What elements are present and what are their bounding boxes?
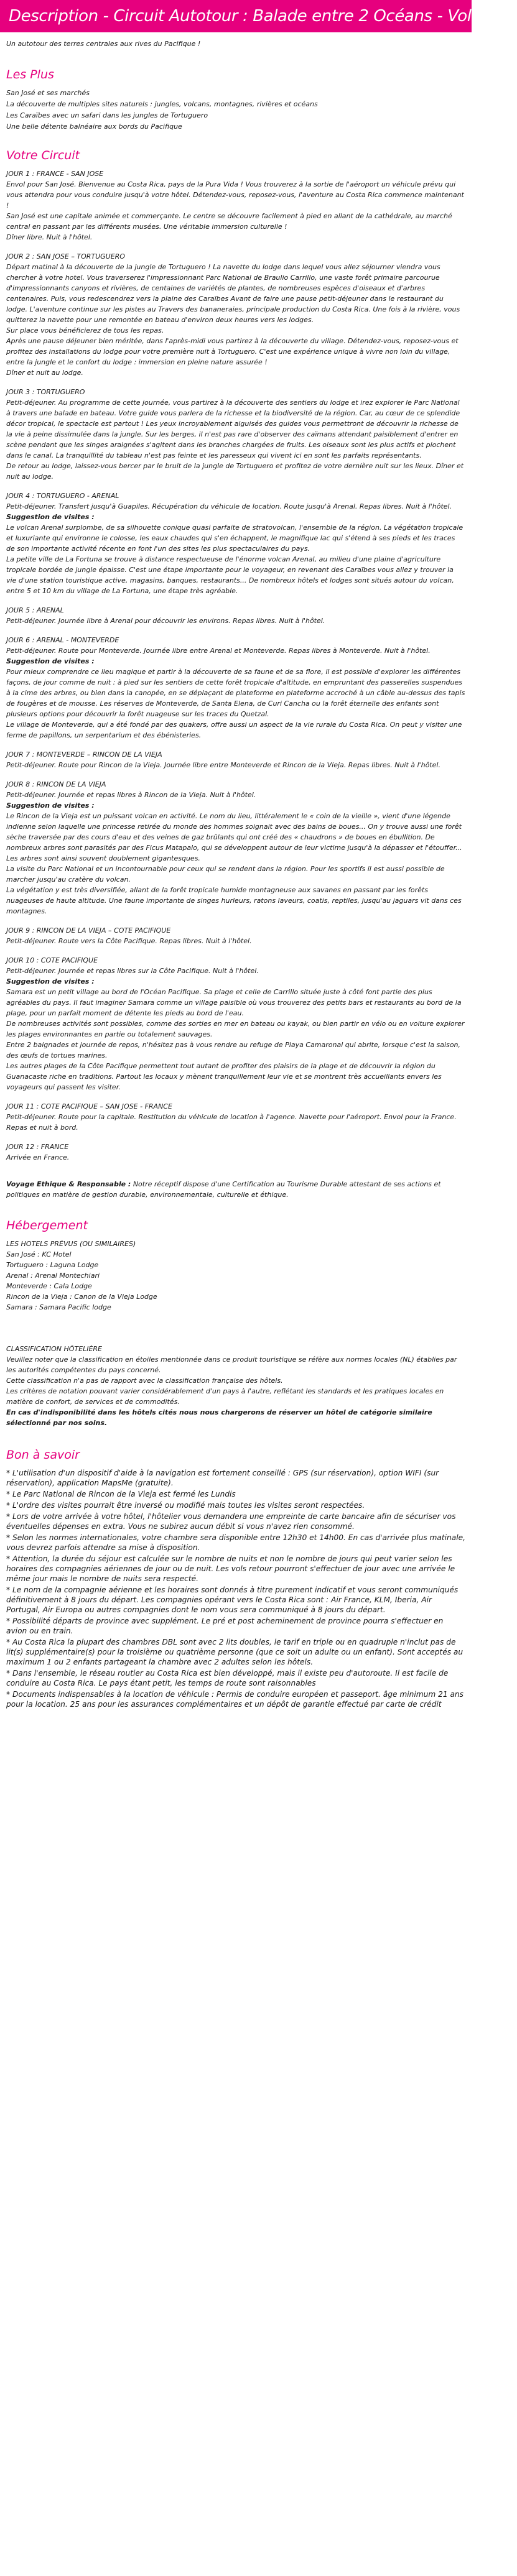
page-title-bar — [0, 0, 517, 32]
day-paragraph: Petit-déjeuner. Route pour la capitale. Restitution du véhicule de location à l'agence. Navette pour l'aéroport. Envol pour la France. Repas et nuit à bord. — [6, 1113, 457, 1132]
bon-a-savoir-item: * Attention, la durée du séjour est calculée sur le nombre de nuits et non le nombre de jours qui peut varier selon les horaires des compagnies aériennes de jour ou de nuit. Les vols retour pourront s'effectuer de jour avec une arrivée le même jour mais le nombre de nuits sera respecté. — [6, 1554, 455, 1583]
itinerary-day — [6, 491, 465, 596]
bon-a-savoir-item: * Le nom de la compagnie aérienne et les horaires sont donnés à titre purement indicatif et vous seront communiqués définitivement à 8 jours du départ. Les compagnies opérant vers le Costa Rica sont : Air France, KLM, Iberia, Air Portugal, Air Europa ou autres compagnies dont le nom vous sera communiqué à 8 jours du départ. — [6, 1586, 459, 1614]
suggestion-paragraph: Le village de Monteverde, qui a été fondé par des quakers, offre aussi un aspect de la vie rurale du Costa Rica. On peut y visiter une ferme de papillons, un serpentarium et des ébénisteries. — [6, 721, 462, 739]
day-paragraph: Dîner et nuit au lodge. — [6, 369, 83, 377]
itinerary-day — [6, 387, 465, 482]
circuit-section — [6, 149, 465, 1163]
hotels-subheading: LES HOTELS PRÉVUS (OU SIMILAIRES) — [6, 1240, 136, 1248]
itinerary-day — [6, 1101, 465, 1133]
suggestion-label: Suggestion de visites : — [6, 513, 95, 521]
classification-line: Cette classification n'a pas de rapport avec la classification française des hôtels. — [6, 1377, 283, 1385]
plus-item: Les Caraïbes avec un safari dans les jungles de Tortuguero — [6, 111, 208, 119]
itinerary-day — [6, 605, 465, 626]
bon-a-savoir-list — [6, 1468, 465, 1709]
day-paragraph: Petit-déjeuner. Route pour Rincon de la Vieja. Journée libre entre Monteverde et Rincon de la Vieja. Repas libres. Nuit à l'hôtel. — [6, 761, 440, 769]
day-title: JOUR 12 : FRANCE — [6, 1143, 69, 1151]
hotel-item: San José : KC Hotel — [6, 1250, 72, 1258]
classification-title: CLASSIFICATION HÔTELIÈRE — [6, 1345, 102, 1353]
bon-a-savoir-item: * L'ordre des visites pourrait être inversé ou modifié mais toutes les visites seront respectées. — [6, 1501, 365, 1510]
page-title: Description - Circuit Autotour : Balade entre 2 Océans - Vols Flex — [9, 7, 517, 25]
itinerary-day — [6, 749, 465, 770]
suggestion-paragraph: Le Rincon de la Vieja est un puissant volcan en activité. Le nom du lieu, littéralement le « coin de la vieille », vient d'une légende indienne selon laquelle une princesse retirée du monde des hommes soignait avec des bains de boues... On y trouve aussi une forêt sèche traversée par des cours d'eau et des veines de gaz brûlants qui ont créé des « chaudrons » de boues en ébullition. De nombreux arbres sont parasités par des Ficus Matapalo, qui se développent autour de leur victime jusqu'à la dépasser et l'étouffer... Les arbres sont ainsi souvent doublement gigantesques. — [6, 812, 462, 862]
hotel-item: Tortuguero : Laguna Lodge — [6, 1261, 99, 1269]
day-title: JOUR 9 : RINCON DE LA VIEJA – COTE PACIFIQUE — [6, 926, 171, 935]
day-title: JOUR 11 : COTE PACIFIQUE – SAN JOSE - FRANCE — [6, 1102, 172, 1110]
itinerary-day — [6, 779, 465, 916]
ethique-label: Voyage Ethique & Responsable : — [6, 1180, 131, 1188]
hebergement-heading: Hébergement — [6, 1219, 88, 1232]
classification-line: Les critères de notation pouvant varier considérablement d'un pays à l'autre, reflétant les standards et les pratiques locales en matière de confort, de services et de commodités. — [6, 1387, 444, 1406]
day-paragraph: Petit-déjeuner. Transfert jusqu'à Guapiles. Récupération du véhicule de location. Route jusqu'à Arenal. Repas libres. Nuit à l'hôtel. — [6, 502, 452, 510]
plus-item: Une belle détente balnéaire aux bords du Pacifique — [6, 122, 182, 131]
bon-a-savoir-item: * Possibilité départs de province avec supplément. Le pré et post acheminement de province pourra s'effectuer en avion ou en train. — [6, 1617, 444, 1635]
plus-section — [6, 68, 465, 132]
day-paragraph: San José est une capitale animée et commerçante. Le centre se découvre facilement à pied en allant de la cathédrale, au marché central en passant par les différents musées. Une véritable immersion culturelle ! — [6, 212, 452, 231]
day-paragraph: Petit-déjeuner. Journée et repas libres sur la Côte Pacifique. Nuit à l'hôtel. — [6, 967, 259, 975]
day-paragraph: Petit-déjeuner. Journée libre à Arenal pour découvrir les environs. Repas libres. Nuit à l'hôtel. — [6, 617, 325, 625]
day-paragraph: Dîner libre. Nuit à l'hôtel. — [6, 233, 93, 241]
bon-a-savoir-item: * Le Parc National de Rincon de la Vieja est fermé les Lundis — [6, 1490, 236, 1498]
day-title: JOUR 7 : MONTEVERDE – RINCON DE LA VIEJA — [6, 750, 162, 759]
plus-list — [6, 88, 465, 132]
plus-item: San José et ses marchés — [6, 89, 90, 97]
bon-a-savoir-section — [6, 1448, 465, 1709]
day-title: JOUR 5 : ARENAL — [6, 606, 64, 614]
day-paragraph: Départ matinal à la découverte de la jungle de Tortuguero ! La navette du lodge dans lequel vous allez séjourner viendra vous chercher à votre hotel. Vous traverserez l'impressionnant Parc National de Braulio Carrillo, une vaste forêt primaire parcourue d'impressionnants canyons et rivières, de centaines de variétés de plantes, de nombreuses espèces d'oiseaux et d'arbres centenaires. Puis, vous redescendrez vers la plaine des Caraïbes Avant de faire une pause petit-déjeuner dans le restaurant du lodge. L'aventure continue sur les pistes au Travers des bananeraies, principale production du Costa Rica. Une fois à la rivière, vous quitterez la navette pour une remontée en bateau d'environ deux heures vers les lodges. — [6, 263, 460, 324]
itinerary-day — [6, 925, 465, 946]
day-title: JOUR 8 : RINCON DE LA VIEJA — [6, 780, 106, 788]
suggestion-paragraph: Samara est un petit village au bord de l'Océan Pacifique. Sa plage et celle de Carrillo située juste à côté font partie des plus agréables du pays. Il faut imaginer Samara comme un village paisible où vous trouverez des petits bars et restaurants au bord de la plage, pour un parfait moment de détente les pieds au bord de l'eau. — [6, 988, 462, 1017]
day-title: JOUR 10 : COTE PACIFIQUE — [6, 956, 98, 964]
circuit-days — [6, 169, 465, 1163]
day-paragraph: De retour au lodge, laissez-vous bercer par le bruit de la jungle de Tortuguero et profitez de votre dernière nuit sur les lieux. Dîner et nuit au lodge. — [6, 462, 464, 481]
itinerary-day — [6, 1142, 465, 1163]
day-paragraph: Petit-déjeuner. Au programme de cette journée, vous partirez à la découverte des sentiers du lodge et irez explorer le Parc National à travers une balade en bateau. Votre guide vous parlera de la richesse et la biodiversité de la région. Car, au cœur de ce splendide décor tropical, le spectacle est partout ! Les yeux incroyablement aiguisés des guides vous permettront de découvrir la richesse de la vie à peine dissimulée dans la jungle. Sur les berges, il n'est pas rare d'observer des caïmans attendant paisiblement d'entrer en scène pendant que les singes araignées s'agitent dans les branches chargées de fruits. Les oiseaux sont les plus actifs et piochent dans le canal. La tranquillité du tableau n'est pas feinte et les paresseux qui vivent ici en sont les parfaits représentants. — [6, 399, 460, 459]
hotel-item: Rincon de la Vieja : Canon de la Vieja Lodge — [6, 1293, 157, 1301]
day-paragraph: Petit-déjeuner. Journée et repas libres à Rincon de la Vieja. Nuit à l'hôtel. — [6, 791, 256, 799]
classification-line: Veuillez noter que la classification en étoiles mentionnée dans ce produit touristique se réfère aux normes locales (NL) établies par les autorités compétentes du pays concerné. — [6, 1355, 457, 1374]
circuit-heading: Votre Circuit — [6, 149, 80, 162]
plus-heading: Les Plus — [6, 68, 54, 81]
hotel-item: Monteverde : Cala Lodge — [6, 1282, 92, 1290]
suggestion-paragraph: Pour mieux comprendre ce lieu magique et partir à la découverte de sa faune et de sa flore, il est possible d'explorer les différentes façons, de jour comme de nuit : à pied sur les sentiers de cette forêt tropicale d'altitude, en empruntant des passerelles suspendues à la cime des arbres, ou bien dans la canopée, en se déplaçant de plateforme en plateforme accroché à un câble au-dessus des tapis de fougères et de mousse. Les réserves de Monteverde, de Santa Elena, de Curi Cancha ou la forêt éternelle des enfants sont plusieurs options pour découvrir la forêt nuageuse sur les traces du Quetzal. — [6, 668, 465, 718]
day-paragraph: Petit-déjeuner. Route vers la Côte Pacifique. Repas libres. Nuit à l'hôtel. — [6, 937, 252, 945]
suggestion-label: Suggestion de visites : — [6, 977, 95, 986]
hotel-list — [6, 1249, 465, 1313]
intro-text: Un autotour des terres centrales aux rives du Pacifique ! — [6, 40, 201, 48]
day-title: JOUR 6 : ARENAL - MONTEVERDE — [6, 636, 119, 644]
hebergement-section — [6, 1219, 465, 1428]
suggestion-paragraph: La petite ville de La Fortuna se trouve à distance respectueuse de l'énorme volcan Arenal, au milieu d'une plaine d'agriculture tropicale bordée de jungle épaisse. C'est une étape importante pour le voyageur, en revenant des Caraïbes vous allez y trouver la vie d'une station touristique active, magasins, banques, restaurants... De nombreux hôtels et lodges sont situés autour du volcan, entre 5 et 10 km du village de La Fortuna, une étape très agréable. — [6, 555, 454, 595]
classification-block — [6, 1344, 465, 1428]
bon-a-savoir-item: * Dans l'ensemble, le réseau routier au Costa Rica est bien développé, mais il existe peu d'autoroute. Il est facile de conduire au Costa Rica. Le pays étant petit, les temps de route sont raisonnables — [6, 1669, 449, 1687]
day-paragraph: Sur place vous bénéficierez de tous les repas. — [6, 326, 164, 335]
day-paragraph: Envol pour San José. Bienvenue au Costa Rica, pays de la Pura Vida ! Vous trouverez à la sortie de l'aéroport un véhicule prévu qui vous attendra pour vous conduire jusqu'à votre hôtel. Détendez-vous, reposez-vous, l'aventure au Costa Rica commence maintenant ! — [6, 180, 464, 210]
suggestion-paragraph: Le volcan Arenal surplombe, de sa silhouette conique quasi parfaite de stratovolcan, l'ensemble de la région. La végétation tropicale et luxuriante qui environne le colosse, les eaux chaudes qui s'en échappent, le magnifique lac qui s'étend à ses pieds et les traces de son importante activité récente en font l'un des sites les plus spectaculaires du pays. — [6, 524, 463, 553]
bon-a-savoir-item: * Documents indispensables à la location de véhicule : Permis de conduire européen et passeport. âge minimum 21 ans pour la location. 25 ans pour les assurances complémentaires et un dépôt de garantie effectué par carte de crédit — [6, 1690, 464, 1709]
hotel-item: Arenal : Arenal Montechiari — [6, 1272, 100, 1280]
day-paragraph: Après une pause déjeuner bien méritée, dans l'après-midi vous partirez à la découverte du village. Détendez-vous, reposez-vous et profitez des installations du lodge pour votre première nuit à Tortuguero. C'est une expérience unique à vivre non loin du village, entre la jungle et le confort du lodge : immersion en pleine nature assurée ! — [6, 337, 459, 366]
bon-a-savoir-item: * L'utilisation d'un dispositif d'aide à la navigation est fortement conseillé : GPS (sur réservation), option WIFI (sur réservation), application MapsMe (gratuite). — [6, 1469, 439, 1487]
suggestion-paragraph: Les autres plages de la Côte Pacifique permettent tout autant de profiter des plaisirs de la plage et de découvrir la région du Guanacaste riche en traditions. Partout les locaux y mènent tranquillement leur vie et se montrent très accueillants envers les voyageurs qui passent les visiter. — [6, 1062, 442, 1091]
bon-a-savoir-item: * Au Costa Rica la plupart des chambres DBL sont avec 2 lits doubles, le tarif en triple ou en quadruple n'inclut pas de lit(s) supplémentaire(s) pour la troisième ou quatrième personne (que ce soit un adulte ou un enfant). Sont acceptés au maximum 1 ou 2 enfants partageant la chambre avec 2 adultes selon les hôtels. — [6, 1638, 463, 1666]
itinerary-day — [6, 251, 465, 378]
suggestion-paragraph: La visite du Parc National et un incontournable pour ceux qui se rendent dans la région. Pour les sportifs il est aussi possible de marcher jusqu'au cratère du volcan. — [6, 865, 445, 884]
plus-item: La découverte de multiples sites naturels : jungles, volcans, montagnes, rivières et océans — [6, 100, 318, 108]
ethique-text: Notre réceptif dispose d'une Certification au Tourisme Durable attestant de ses actions et politiques en matière de gestion durable, environnementale, culturelle et éthique. — [6, 1180, 441, 1199]
suggestion-label: Suggestion de visites : — [6, 801, 95, 810]
classification-bold-note: En cas d'indisponibilité dans les hôtels cités nous nous chargerons de réserver un hôtel de catégorie similaire sélectionné par nos soins. — [6, 1408, 432, 1427]
ethique-block — [6, 1179, 465, 1200]
day-title: JOUR 2 : SAN JOSE – TORTUGUERO — [6, 252, 125, 261]
suggestion-paragraph: Entre 2 baignades et journée de repos, n'hésitez pas à vous rendre au refuge de Playa Camaronal qui abrite, lorsque c'est la saison, des œufs de tortues marines. — [6, 1041, 461, 1059]
day-title: JOUR 3 : TORTUGUERO — [6, 388, 85, 396]
itinerary-day — [6, 635, 465, 741]
bon-a-savoir-heading: Bon à savoir — [6, 1448, 80, 1462]
hotel-item: Samara : Samara Pacific lodge — [6, 1303, 111, 1311]
suggestion-paragraph: De nombreuses activités sont possibles, comme des sorties en mer en bateau ou kayak, ou bien partir en vélo ou en voiture explorer les plages environnantes en partie ou totalement sauvages. — [6, 1020, 465, 1038]
day-paragraph: Petit-déjeuner. Route pour Monteverde. Journée libre entre Arenal et Monteverde. Repas libres à Monteverde. Nuit à l'hôtel. — [6, 647, 431, 655]
suggestion-paragraph: La végétation y est très diversifiée, allant de la forêt tropicale humide montagneuse aux savanes en passant par les forêts nuageuses de haute altitude. Une faune importante de singes hurleurs, ratons laveurs, coatis, reptiles, jusqu'au jaguars vit dans ces montagnes. — [6, 886, 462, 915]
suggestion-label: Suggestion de visites : — [6, 657, 95, 665]
content — [0, 32, 472, 1709]
itinerary-day — [6, 955, 465, 1092]
day-paragraph: Arrivée en France. — [6, 1153, 70, 1161]
bon-a-savoir-item: * Lors de votre arrivée à votre hôtel, l'hôtelier vous demandera une empreinte de carte bancaire afin de sécuriser vos éventuelles dépenses en extra. Vous ne subirez aucun débit si vous n'avez rien consommé. — [6, 1512, 456, 1531]
itinerary-day — [6, 169, 465, 242]
day-title: JOUR 4 : TORTUGUERO - ARENAL — [6, 492, 119, 500]
day-title: JOUR 1 : FRANCE - SAN JOSE — [6, 170, 104, 178]
bon-a-savoir-item: * Selon les normes internationales, votre chambre sera disponible entre 12h30 et 14h00. En cas d'arrivée plus matinale, vous devrez parfois attendre sa mise à disposition. — [6, 1533, 466, 1552]
